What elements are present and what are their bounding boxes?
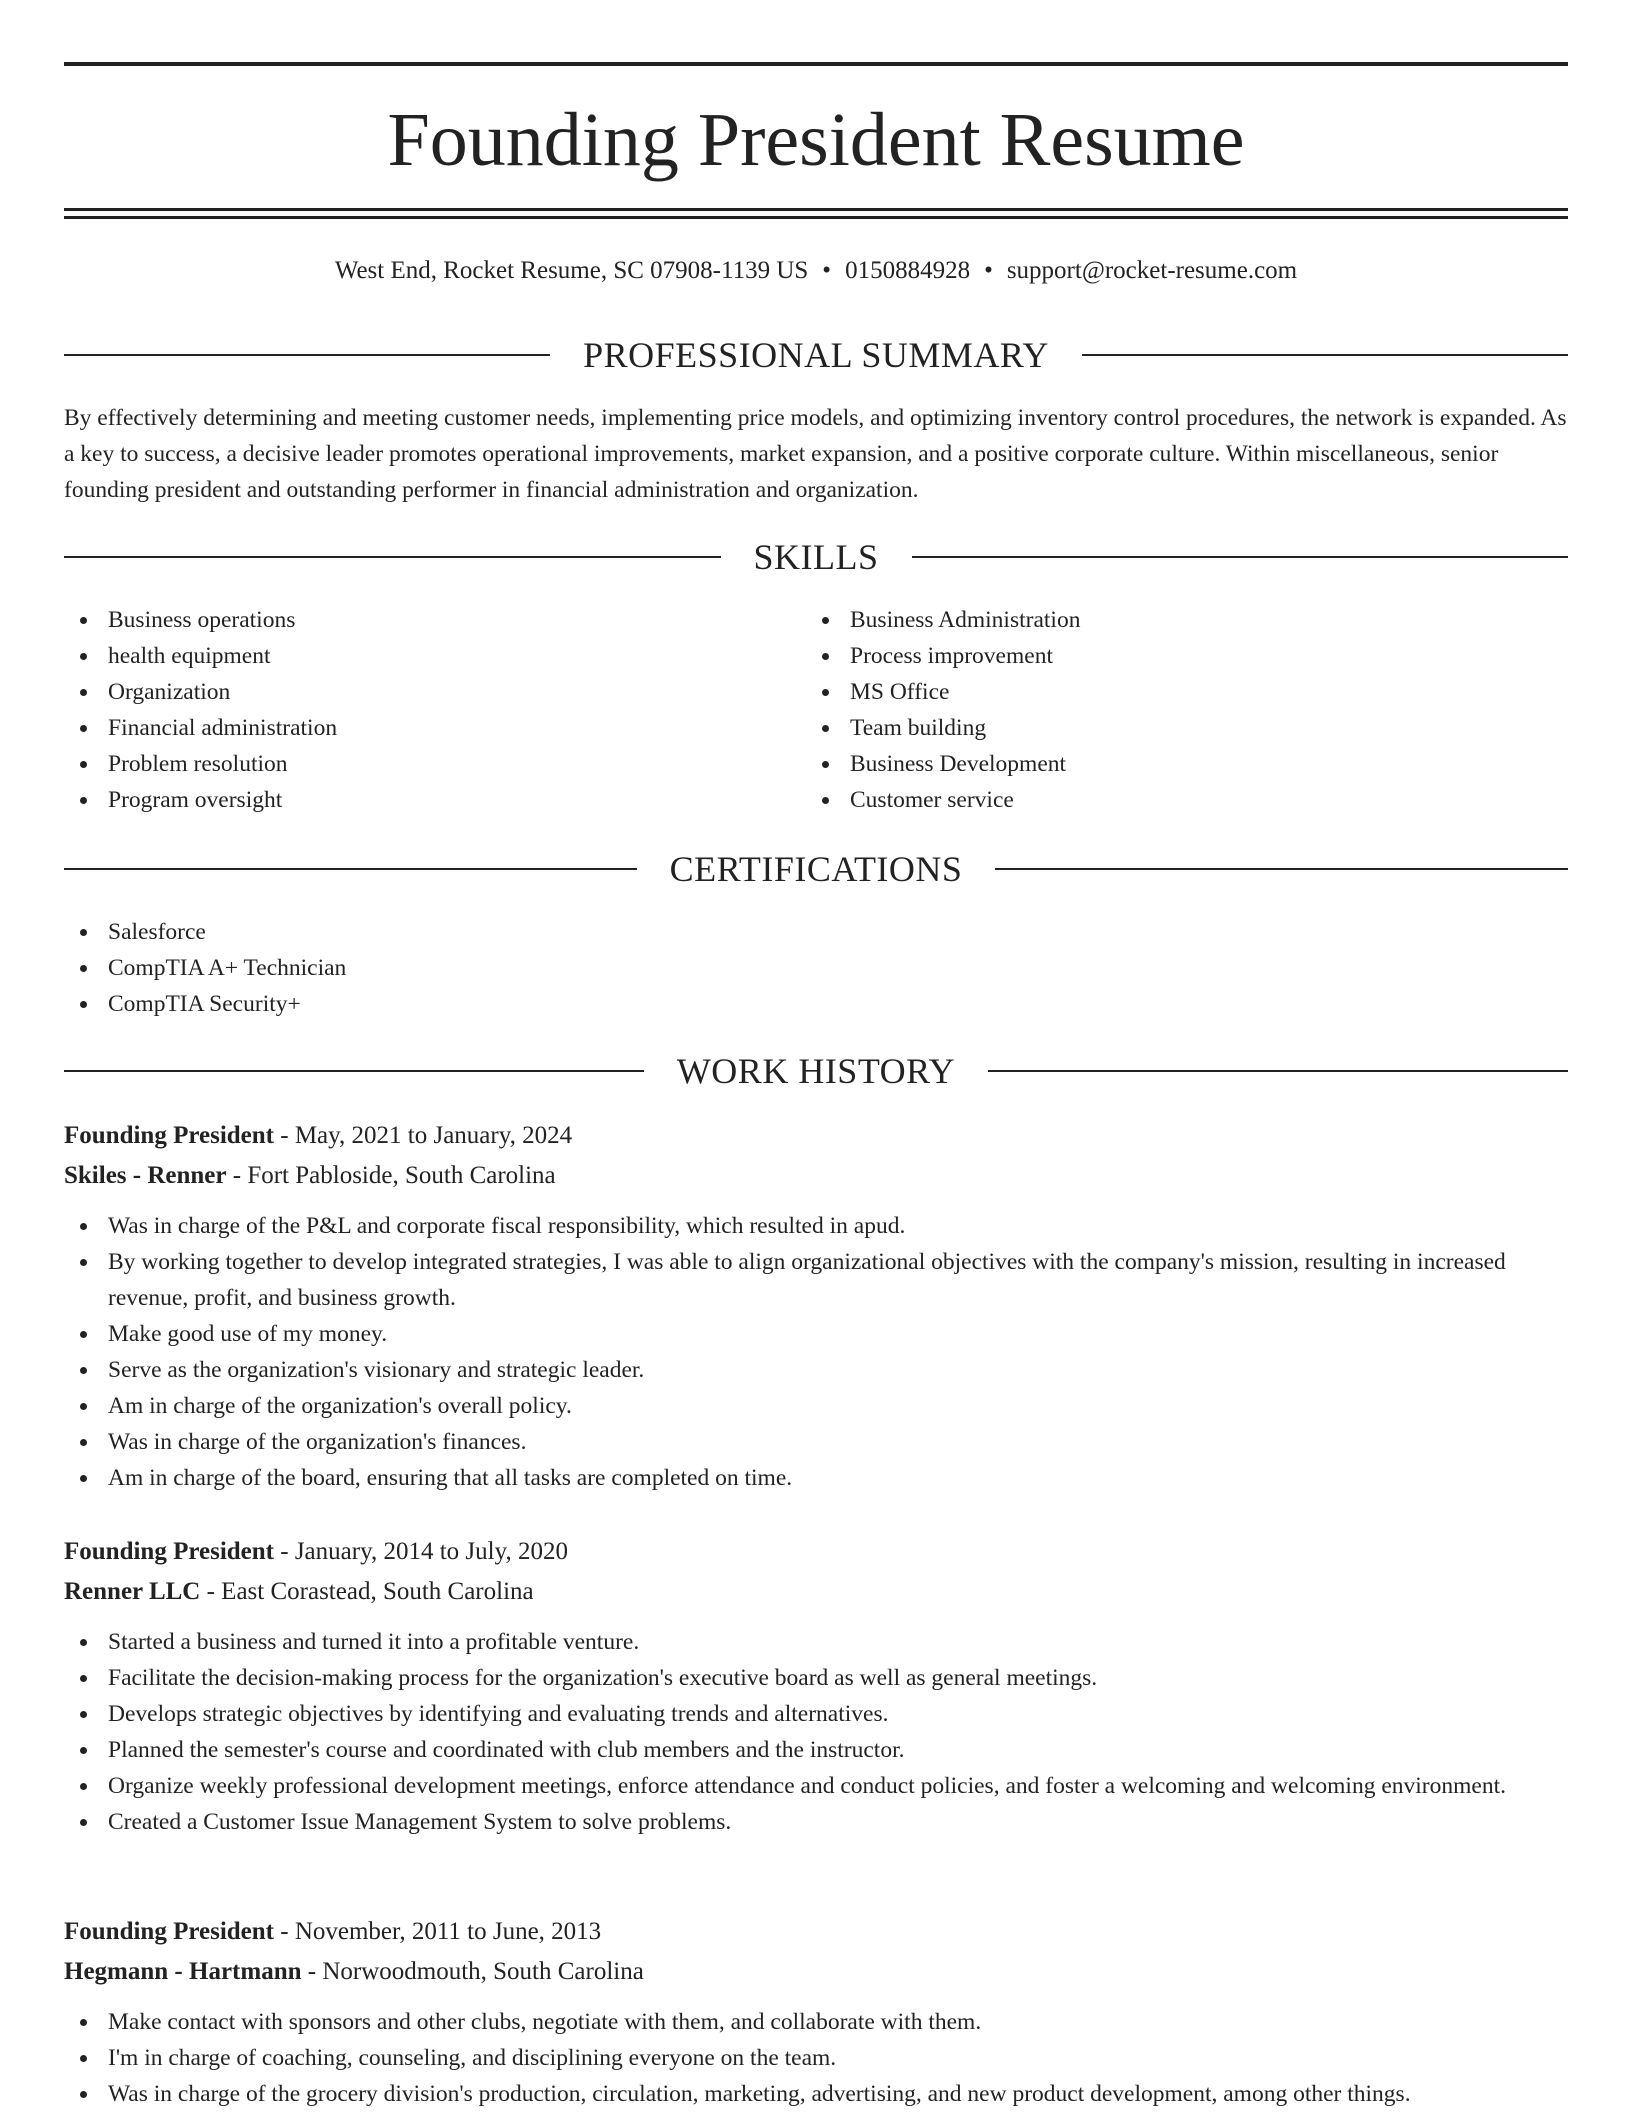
certification-label: Salesforce: [108, 919, 206, 945]
bullet-icon: [80, 617, 87, 624]
bullet-icon: [822, 761, 829, 768]
list-item: [64, 1352, 1568, 1388]
skill-label: Business Administration: [850, 607, 1081, 633]
list-item: [64, 1316, 1568, 1352]
duty-text: Started a business and turned it into a profitable venture.: [108, 1629, 640, 1655]
job-location: - Norwoodmouth, South Carolina: [301, 1958, 644, 1985]
list-item: [806, 674, 1526, 710]
bullet-icon: [822, 725, 829, 732]
heading-rule-left: [64, 556, 721, 558]
bullet-icon: [822, 689, 829, 696]
bullet-icon: [822, 653, 829, 660]
list-item: [806, 782, 1526, 818]
skill-label: Business operations: [108, 607, 296, 633]
skill-label: Program oversight: [108, 787, 283, 813]
job-role-line: [64, 1532, 1568, 1572]
contact-separator: •: [822, 257, 832, 284]
bullet-icon: [80, 1331, 87, 1338]
job-company: Renner LLC: [64, 1578, 201, 1605]
bullet-icon: [80, 1367, 87, 1374]
job-dates: - November, 2011 to June, 2013: [274, 1918, 602, 1945]
list-item: [64, 638, 784, 674]
contact-email: support@rocket-resume.com: [1006, 257, 1298, 284]
bullet-icon: [80, 725, 87, 732]
skills-list-right: [806, 602, 1526, 818]
bullet-icon: [80, 689, 87, 696]
heading-rule-left: [64, 354, 550, 356]
list-item: [64, 1244, 1568, 1316]
job-location: - Fort Pabloside, South Carolina: [226, 1162, 556, 1189]
list-item: [64, 1696, 1568, 1732]
job-company: Hegmann - Hartmann: [64, 1958, 302, 1985]
bullet-icon: [80, 1819, 87, 1826]
duty-text: Am in charge of the organization's overall policy.: [108, 1393, 572, 1419]
certification-label: CompTIA A+ Technician: [108, 955, 347, 981]
contact-line: [64, 254, 1568, 288]
list-item: [64, 2004, 1568, 2040]
job-company-line: [64, 1572, 1568, 1612]
bullet-icon: [80, 797, 87, 804]
duty-text: Make contact with sponsors and other clubs, negotiate with them, and collaborate with them.: [108, 2009, 982, 2035]
skills-heading: [64, 535, 1568, 579]
contact-phone: 0150884928: [845, 257, 971, 284]
job-entry: [64, 1912, 1568, 2112]
skill-label: Problem resolution: [108, 751, 288, 777]
list-item: [64, 914, 1568, 950]
list-item: [64, 1804, 1568, 1840]
skill-label: Business Development: [850, 751, 1067, 777]
bullet-icon: [80, 653, 87, 660]
job-entry: [64, 1116, 1568, 1496]
bullet-icon: [80, 2019, 87, 2026]
bullet-icon: [80, 2055, 87, 2062]
duty-text: Was in charge of the organization's finances.: [108, 1429, 527, 1455]
work-history-heading: [64, 1049, 1568, 1093]
contact-separator: •: [984, 257, 993, 284]
bullet-icon: [80, 1403, 87, 1410]
bullet-icon: [80, 1639, 87, 1646]
list-item: [64, 674, 784, 710]
list-item: [64, 1660, 1568, 1696]
duty-text: Planned the semester's course and coordinated with club members and the instructor.: [108, 1737, 905, 1763]
list-item: [806, 638, 1526, 674]
bullet-icon: [80, 1439, 87, 1446]
bullet-icon: [80, 1475, 87, 1482]
summary-text: By effectively determining and meeting customer needs, implementing price models, and optimizing inventory control procedures, the network is expanded. As a key to success, a decisive leader promotes operational improvements, market expansion, and a positive corporate culture. Within miscellaneous, senior founding president and outstanding performer in financial administration and organization.: [64, 405, 1567, 503]
list-item: [64, 2040, 1568, 2076]
duty-text: Serve as the organization's visionary and strategic leader.: [108, 1357, 645, 1383]
job-dates: - May, 2021 to January, 2024: [274, 1122, 573, 1149]
certification-label: CompTIA Security+: [108, 991, 301, 1017]
contact-address: West End, Rocket Resume, SC 07908-1139 US: [334, 257, 809, 284]
job-company: Skiles - Renner: [64, 1162, 227, 1189]
summary-heading-label: PROFESSIONAL SUMMARY: [583, 335, 1049, 375]
summary-heading: [64, 333, 1568, 377]
list-item: [806, 746, 1526, 782]
job-title: Founding President: [64, 1538, 274, 1565]
job-role-line: [64, 1912, 1568, 1952]
list-item: [64, 986, 1568, 1022]
bullet-icon: [80, 1001, 87, 1008]
heading-rule-right: [1082, 354, 1568, 356]
bullet-icon: [822, 797, 829, 804]
list-item: [64, 1208, 1568, 1244]
list-item: [64, 710, 784, 746]
list-item: [64, 602, 784, 638]
heading-rule-right: [995, 868, 1568, 870]
bullet-icon: [80, 1259, 87, 1266]
job-title: Founding President: [64, 1122, 274, 1149]
bullet-icon: [80, 965, 87, 972]
top-rule: [64, 62, 1568, 66]
job-company-line: [64, 1156, 1568, 1196]
list-item: [64, 1424, 1568, 1460]
duty-text: Am in charge of the board, ensuring that all tasks are completed on time.: [108, 1465, 793, 1491]
job-company-line: [64, 1952, 1568, 1992]
skills-column-left: [64, 602, 784, 818]
list-item: [64, 1732, 1568, 1768]
job-title: Founding President: [64, 1918, 274, 1945]
duty-text: Facilitate the decision-making process for the organization's executive board as well as general meetings.: [108, 1665, 1098, 1691]
bullet-icon: [80, 1675, 87, 1682]
job-duties-list: [64, 1624, 1568, 1840]
list-item: [64, 950, 1568, 986]
list-item: [806, 710, 1526, 746]
title-rule-lower: [64, 216, 1568, 219]
bullet-icon: [80, 761, 87, 768]
duty-text: Develops strategic objectives by identifying and evaluating trends and alternatives.: [108, 1701, 889, 1727]
page-title: Founding President Resume: [387, 98, 1245, 182]
bullet-icon: [822, 617, 829, 624]
bullet-icon: [80, 1747, 87, 1754]
skill-label: Financial administration: [108, 715, 338, 741]
heading-rule-left: [64, 868, 637, 870]
duty-text: Organize weekly professional development meetings, enforce attendance and conduct policies, and foster a welcoming and welcoming environment.: [108, 1773, 1506, 1799]
skill-label: Team building: [850, 715, 987, 741]
certifications-block: [64, 914, 1568, 1022]
skill-label: health equipment: [108, 643, 271, 669]
work-history-heading-label: WORK HISTORY: [676, 1051, 956, 1091]
list-item: [64, 1768, 1568, 1804]
skill-label: Customer service: [850, 787, 1014, 813]
bullet-icon: [80, 1711, 87, 1718]
heading-rule-right: [988, 1070, 1568, 1072]
title-rule-upper: [64, 208, 1568, 211]
bullet-icon: [80, 1783, 87, 1790]
job-duties-list: [64, 1208, 1568, 1496]
job-location: - East Corastead, South Carolina: [200, 1578, 534, 1605]
list-item: [64, 1624, 1568, 1660]
skills-heading-label: SKILLS: [753, 537, 879, 577]
list-item: [64, 1388, 1568, 1424]
job-entry: [64, 1532, 1568, 1840]
bullet-icon: [80, 1223, 87, 1230]
duty-text: I'm in charge of coaching, counseling, and disciplining everyone on the team.: [108, 2045, 837, 2071]
job-role-line: [64, 1116, 1568, 1156]
list-item: [806, 602, 1526, 638]
certifications-heading-label: CERTIFICATIONS: [669, 849, 963, 889]
certifications-heading: [64, 847, 1568, 891]
duty-text: Was in charge of the P&L and corporate fiscal responsibility, which resulted in apud.: [108, 1213, 906, 1239]
list-item: [64, 2076, 1568, 2112]
skill-label: Process improvement: [850, 643, 1053, 669]
skill-label: MS Office: [850, 679, 950, 705]
job-duties-list: [64, 2004, 1568, 2112]
skills-column-right: [806, 602, 1526, 818]
certifications-list: [64, 914, 1568, 1022]
job-dates: - January, 2014 to July, 2020: [274, 1538, 568, 1565]
duty-text: Created a Customer Issue Management System to solve problems.: [108, 1809, 732, 1835]
bullet-icon: [80, 2091, 87, 2098]
heading-rule-right: [912, 556, 1569, 558]
skill-label: Organization: [108, 679, 231, 705]
duty-text: By working together to develop integrated strategies, I was able to align organizational objectives with the company's mission, resulting in increased revenue, profit, and business growth.: [108, 1249, 1506, 1311]
heading-rule-left: [64, 1070, 644, 1072]
skills-list-left: [64, 602, 784, 818]
list-item: [64, 782, 784, 818]
duty-text: Was in charge of the grocery division's production, circulation, marketing, advertising, and new product development, among other things.: [108, 2081, 1411, 2107]
list-item: [64, 1460, 1568, 1496]
list-item: [64, 746, 784, 782]
duty-text: Make good use of my money.: [108, 1321, 388, 1347]
bullet-icon: [80, 929, 87, 936]
